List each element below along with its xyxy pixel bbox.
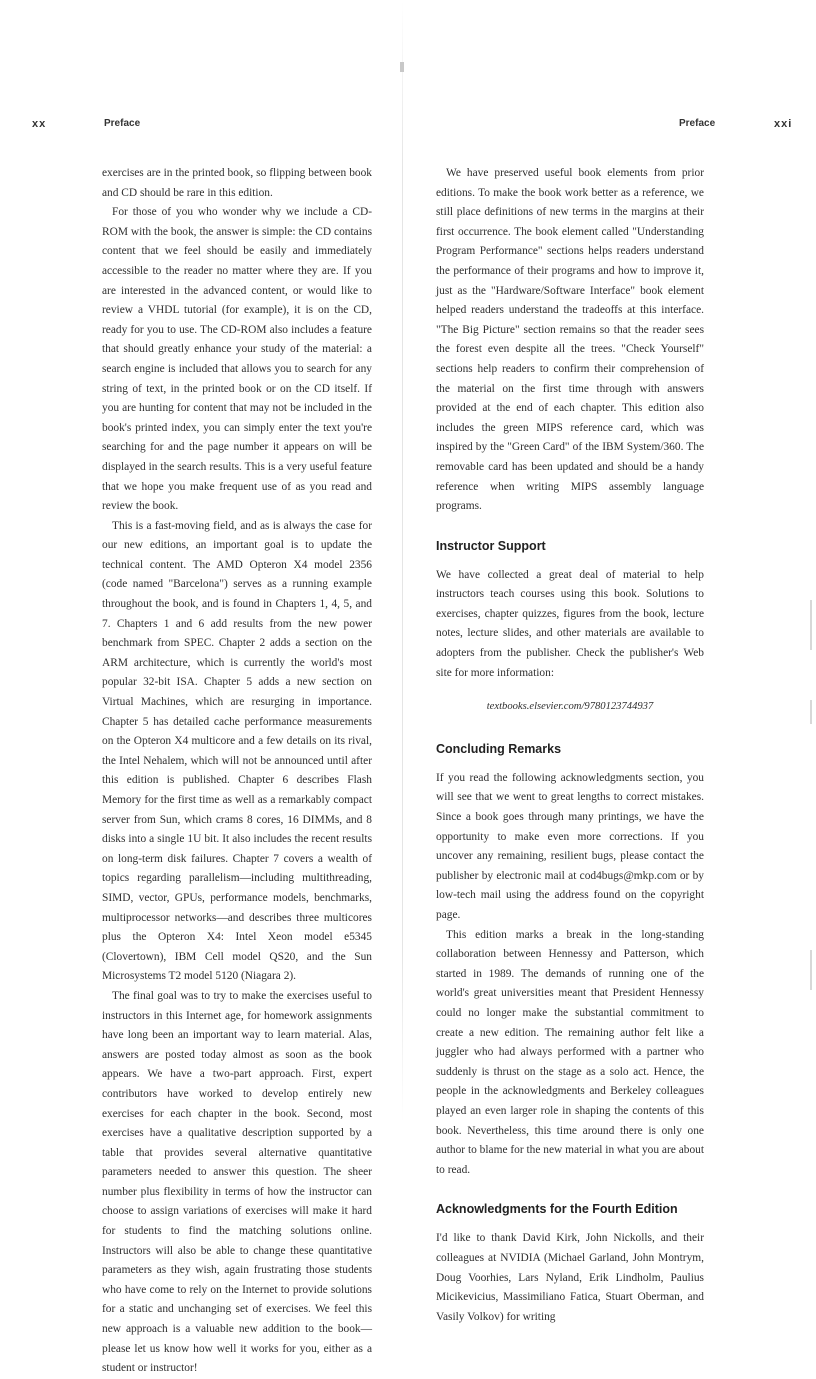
right-running-head: Preface — [679, 118, 716, 129]
publisher-url-link[interactable]: textbooks.elsevier.com/9780123744937 — [486, 701, 654, 713]
right-page-body — [436, 164, 704, 1327]
body-paragraph: The final goal was to try to make the exercises useful to instructors in this Internet age, for homework assignments have long been an important way to learn material. Alas, answers are posted today almost as soon as the book appears. We have a two-part approach. First, expert contributors have worked to develop entirely new exercises for each chapter in the book. Second, most exercises have a qualitative description supported by a table that provides several alternative quantitative parameters needed to answer this question. The sheer number plus flexibility in terms of how the instructor can choose to assign variations of exercises will make it hard for students to find the matching solutions online. Instructors will also be able to change these quantitative parameters as they wish, again frustrating those students who have come to rely on the Internet to provide solutions for a static and unchanging set of exercises. We feel this new approach is a valuable new addition to the book—please let us know how well it works for you, either as a student or instructor! — [102, 989, 372, 1375]
body-paragraph: We have collected a great deal of material to help instructors teach courses using this book. Solutions to exercises, chapter quizzes, figures from the book, lecture notes, lecture slides, and other materials are available to adopters from the publisher. Check the publisher's Web site for more information: — [436, 568, 704, 679]
spine-mark — [400, 62, 404, 72]
body-paragraph: For those of you who wonder why we include a CD-ROM with the book, the answer is simple: the CD contains content that we feel should be easily and immediately accessible to the reader no matter where they are. If you are interested in the advanced content, or would like to review a VHDL tutorial (for example), it is on the CD, ready for you to use. The CD-ROM also includes a feature that should greatly enhance your study of the material: a search engine is included that allows you to search for any string of text, in the printed book or on the CD itself. If you are hunting for content that may not be included in the book's printed index, you can simply enter the text you're searching for and the page number it appears on will be displayed in the search results. This is a very useful feature that we hope you make frequent use of as you read and review the book. — [102, 206, 372, 513]
section-heading-concluding-remarks: Concluding Remarks — [436, 741, 562, 756]
body-paragraph: I'd like to thank David Kirk, John Nickolls, and their colleagues at NVIDIA (Michael Garland, John Montrym, Doug Voorhies, Lars Nyland, Erik Lindholm, Paulius Micikevicius, Massimiliano Fatica, Stuart Oberman, and Vasily Volkov) for writing — [436, 1232, 704, 1323]
page-spine — [402, 0, 403, 1123]
left-running-head: Preface — [104, 118, 141, 129]
left-page-body — [102, 164, 372, 1379]
body-paragraph: We have preserved useful book elements from prior editions. To make the book work better as a reference, we still place definitions of new terms in the margins at their first occurrence. The book element called "Understanding Program Performance" sections helps readers understand the performance of their programs and how to improve it, just as the "Hardware/Software Interface" book element helped readers understand the tradeoffs at this interface. "The Big Picture" section remains so that the reader sees the forest even despite all the trees. "Check Yourself" sections help readers to confirm their comprehension of the material on the first time through with answers provided at the end of each chapter. This edition also includes the green MIPS reference card, which was inspired by the "Green Card" of the IBM System/360. The removable card has been updated and should be a handy reference when writing MIPS assembly language programs. — [436, 167, 704, 513]
scan-edge-mark — [810, 700, 812, 724]
scan-edge-mark — [810, 950, 812, 990]
section-heading-acknowledgments: Acknowledgments for the Fourth Edition — [436, 1202, 678, 1217]
section-heading-instructor-support: Instructor Support — [436, 538, 546, 553]
body-paragraph: If you read the following acknowledgments section, you will see that we went to great lengths to correct mistakes. Since a book goes through many printings, we have the opportunity to make even more corrections. If you uncover any remaining, resilient bugs, please contact the publisher by electronic mail at cod4bugs@mkp.com or by low-tech mail using the address found on the copyright page. — [436, 771, 704, 921]
left-folio: xx — [32, 118, 47, 130]
body-paragraph: This is a fast-moving field, and as is always the case for our new editions, an important goal is to update the technical content. The AMD Opteron X4 model 2356 (code named "Barcelona") serves as a running example throughout the book, and is found in Chapters 1, 4, 5, and 7. Chapters 1 and 6 add results from the new power benchmark from SPEC. Chapter 2 adds a section on the ARM architecture, which is currently the world's most popular 32-bit ISA. Chapter 5 adds a new section on Virtual Machines, which are resurging in importance. Chapter 5 has detailed cache performance measurements on the Opteron X4 multicore and a few details on its rival, the Intel Nehalem, which will not be announced until after this edition is published. Chapter 6 describes Flash Memory for the first time as well as a remarkably compact server from Sun, which crams 8 cores, 16 DIMMs, and 8 disks into a single 1U bit. It also includes the recent results on long-term disk failures. Chapter 7 covers a wealth of topics regarding parallelism—including multithreading, SIMD, vector, GPUs, performance models, benchmarks, multiprocessor networks—and describes three multicores plus the Opteron X4: Intel Xeon model e5345 (Clovertown), IBM Cell model QS20, and the Sun Microsystems T2 model 5120 (Niagara 2). — [102, 519, 372, 983]
body-paragraph: This edition marks a break in the long-standing collaboration between Hennessy and Patterson, which started in 1989. The demands of running one of the world's great universities meant that President Hennessy could no longer make the substantial commitment to create a new edition. The remaining author felt like a juggler who had always performed with a partner who suddenly is thrust on the stage as a solo act. Hence, the people in the acknowledgments and Berkeley colleagues played an even larger role in shaping the contents of this book. Nevertheless, this time around there is only one author to blame for the new material in what you are about to read. — [436, 928, 704, 1176]
body-paragraph: exercises are in the printed book, so flipping between book and CD should be rare in this edition. — [102, 167, 372, 199]
right-folio: xxi — [774, 118, 793, 130]
scan-edge-mark — [810, 600, 812, 650]
